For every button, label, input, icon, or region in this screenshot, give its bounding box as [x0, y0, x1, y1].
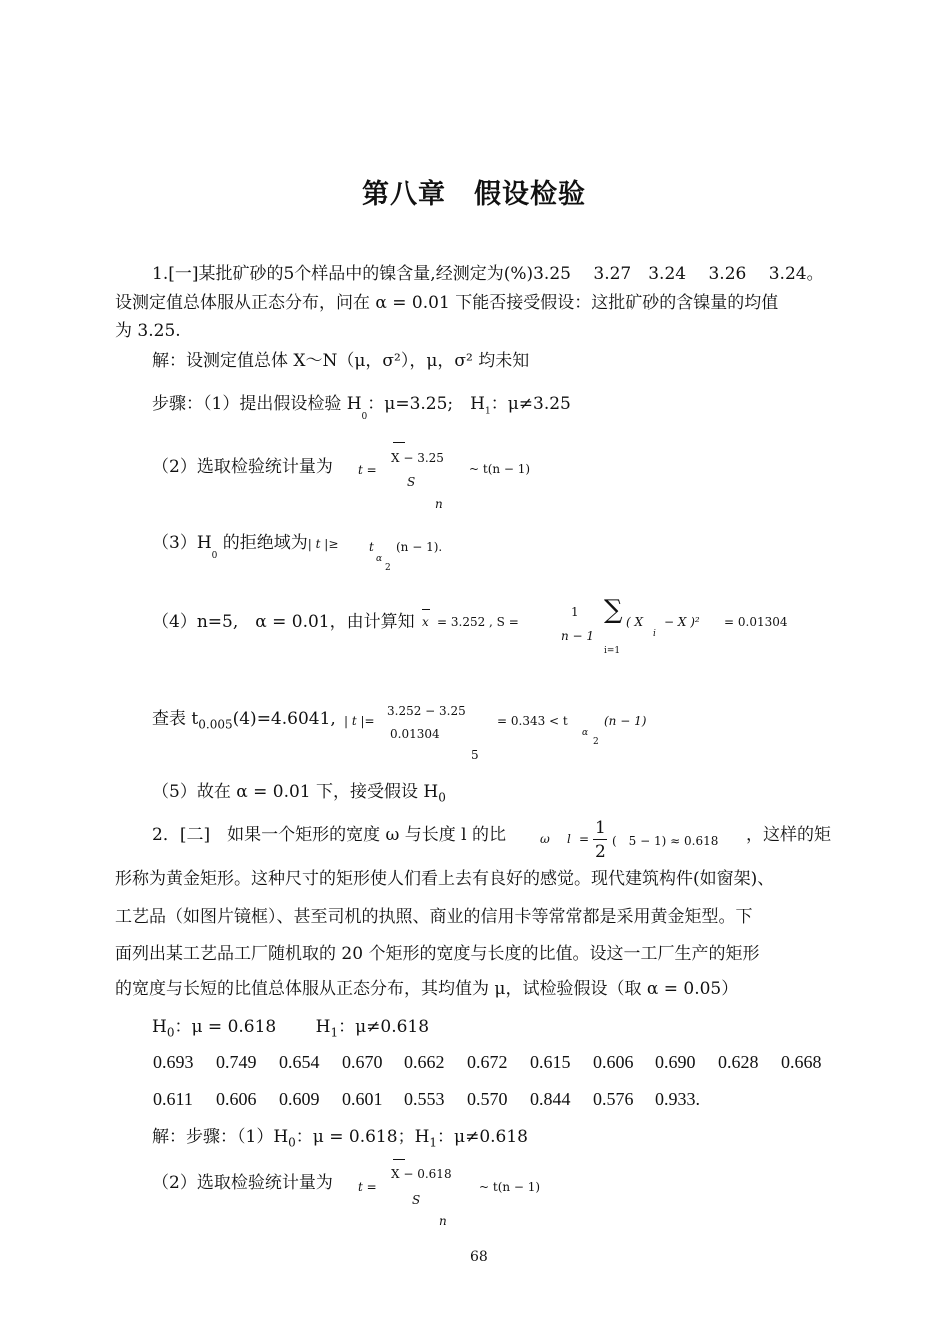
p1-step4-xbar: x — [422, 615, 429, 629]
p2-hyp-a: H — [152, 1017, 167, 1037]
p1-lookup-a: 查表 t — [152, 709, 199, 729]
p1-step4-nm1: n − 1 — [561, 629, 595, 643]
p1-lookup-result: = 0.343 < t — [497, 714, 568, 728]
p1-step4-i: i — [653, 629, 656, 639]
p1-step5 — [152, 781, 446, 808]
p2-sol-sub0: 0 — [288, 1135, 296, 1150]
p2-line5: 的宽度与长短的比值总体服从正态分布，其均值为 μ，试检验假设（取 α = 0.05） — [115, 979, 739, 999]
p1-step3-t: t — [369, 540, 374, 554]
data-value: 0.672 — [467, 1052, 508, 1072]
data-value: 0.628 — [718, 1052, 759, 1072]
data-value: 0.601 — [342, 1089, 383, 1109]
p1-lookup-b: (4)=4.6041, — [232, 709, 336, 729]
p2-line1-half-bar — [593, 839, 607, 840]
p1-step2-denominator: S — [407, 475, 416, 489]
p1-step3 — [152, 532, 338, 561]
chapter-title: 第八章 假设检验 — [362, 179, 586, 210]
p1-step1-sub0: 0 — [361, 412, 368, 423]
data-value: 0.615 — [530, 1052, 571, 1072]
p1-step5-sub: 0 — [438, 790, 446, 805]
p2-step2-t: t = — [358, 1180, 377, 1194]
p1-step3-b: 的拒绝域为 — [217, 533, 308, 553]
p2-step2-n: n — [439, 1214, 447, 1228]
p1-step4-xbar-line — [422, 609, 430, 610]
p1-step4-result: = 0.01304 — [724, 615, 788, 629]
page-number: 68 — [470, 1249, 488, 1265]
data-value: 0.749 — [216, 1052, 257, 1072]
p1-lookup-sub: 0.005 — [198, 717, 233, 732]
p1-step4-term2: − X )² — [664, 615, 700, 629]
p1-lookup-numerator: 3.252 − 3.25 — [387, 704, 466, 718]
data-value: 0.662 — [404, 1052, 445, 1072]
p2-step2-numerator: X − 0.618 — [391, 1167, 452, 1181]
p2-line1-l: l — [567, 832, 571, 846]
p2-hypothesis — [152, 1016, 429, 1043]
p1-step4-a: （4）n=5, α = 0.01，由计算知 — [152, 612, 415, 632]
p1-step3-a: （3）H — [152, 533, 212, 553]
p1-step4-term: ( X — [626, 615, 644, 629]
p2-line1-a: 2．[二] 如果一个矩形的宽度 ω 与长度 l 的比 — [152, 825, 506, 845]
p1-line3: 为 3.25. — [115, 321, 181, 341]
p1-step4-one: 1 — [571, 605, 579, 619]
p2-line2: 形称为黄金矩形。这种尺寸的矩形使人们看上去有良好的感觉。现代建筑构件(如窗架)、 — [115, 869, 775, 889]
p1-step3-sub0: 0 — [211, 551, 218, 562]
p2-hyp-sub1: 1 — [330, 1025, 339, 1040]
p2-sol-b: ：μ = 0.618；H — [295, 1127, 430, 1147]
p1-step2-n: n — [435, 497, 443, 511]
data-value: 0.570 — [467, 1089, 508, 1109]
p2-hyp-sub0: 0 — [166, 1025, 175, 1040]
p1-step5-text: （5）故在 α = 0.01 下，接受假设 H — [152, 782, 439, 802]
p2-line1-half-num: 1 — [595, 818, 606, 838]
p2-hyp-c: ：μ≠0.618 — [338, 1017, 430, 1037]
p1-solution-intro: 解：设测定值总体 X～N（μ，σ²），μ，σ² 均未知 — [152, 351, 530, 371]
data-value: 0.844 — [530, 1089, 571, 1109]
p1-step4-i1: i=1 — [604, 646, 621, 656]
p1-line2: 设测定值总体服从正态分布，问在 α = 0.01 下能否接受假设：这批矿砂的含镍量的均值 — [115, 293, 779, 313]
data-value: 0.654 — [279, 1052, 320, 1072]
p1-lookup-abs: | t |= — [344, 714, 375, 728]
p1-step2-xbar-line — [393, 442, 405, 443]
p2-step2-denominator: S — [412, 1193, 421, 1207]
p2-step2-dist: ~ t(n − 1) — [479, 1180, 541, 1194]
p1-lookup — [152, 708, 336, 735]
data-value: 0.690 — [655, 1052, 696, 1072]
p1-step3-two: 2 — [385, 563, 391, 573]
p2-sol-c: ：μ≠0.618 — [437, 1127, 528, 1147]
p1-step2-t: t = — [358, 463, 377, 477]
data-value: 0.693 — [153, 1052, 194, 1072]
data-value: 0.933. — [655, 1089, 700, 1109]
p1-line1: 1.[一]某批矿砂的5个样品中的镍含量,经测定为(%)3.25 3.27 3.24 3.26 3.24。 — [152, 264, 824, 284]
p1-step2-dist: ~ t(n − 1) — [469, 462, 531, 476]
p1-step1-b: ：μ=3.25; H — [367, 394, 485, 414]
data-value: 0.611 — [153, 1089, 193, 1109]
p1-step1-sub1: 1 — [484, 406, 491, 417]
p1-step2-label: （2）选取检验统计量为 — [152, 457, 333, 477]
p1-step3-abs: | t |≥ — [307, 537, 339, 551]
p2-sol-a: 解：步骤：（1）H — [152, 1127, 289, 1147]
p1-step3-df: (n − 1). — [396, 540, 443, 554]
p1-step2-numerator: X − 3.25 — [391, 451, 444, 465]
p2-line3: 工艺品（如图片镜框）、甚至司机的执照、商业的信用卡等常常都是采用黄金矩型。下 — [115, 907, 753, 927]
p2-line1-omega: ω — [540, 832, 550, 846]
p2-line4: 面列出某工艺品工厂随机取的 20 个矩形的宽度与长度的比值。设这一工厂生产的矩形 — [115, 944, 760, 964]
data-value: 0.609 — [279, 1089, 320, 1109]
p2-hyp-b: ：μ = 0.618 H — [174, 1017, 331, 1037]
p1-step4-values: = 3.252 , S = — [437, 615, 519, 629]
data-value: 0.670 — [342, 1052, 383, 1072]
p1-step3-alpha: α — [376, 554, 383, 564]
data-value: 0.606 — [216, 1089, 257, 1109]
p1-step4-sigma: ∑ — [604, 595, 623, 625]
p2-step2-label: （2）选取检验统计量为 — [152, 1173, 333, 1193]
p1-step1-c: ：μ≠3.25 — [490, 394, 571, 414]
data-value: 0.668 — [781, 1052, 822, 1072]
p1-lookup-five: 5 — [471, 748, 479, 762]
p2-step2-xbar-line — [393, 1159, 405, 1160]
p1-lookup-df: (n − 1) — [604, 714, 647, 728]
p2-solution — [152, 1126, 528, 1153]
p2-line1-expr: ( 5 − 1) ≈ 0.618 — [612, 834, 719, 848]
p1-lookup-denominator: 0.01304 — [390, 727, 440, 741]
p1-step1 — [152, 393, 571, 422]
p2-line1-eq: = — [579, 832, 590, 846]
data-value: 0.606 — [593, 1052, 634, 1072]
data-value: 0.576 — [593, 1089, 634, 1109]
data-value: 0.553 — [404, 1089, 445, 1109]
p1-lookup-alpha: α — [582, 728, 589, 738]
p1-lookup-two: 2 — [593, 737, 599, 747]
p2-line1-half-den: 2 — [595, 842, 606, 862]
p1-step1-a: 步骤：（1）提出假设检验 H — [152, 394, 362, 414]
p2-line1-b: ，这样的矩 — [746, 825, 831, 845]
p2-sol-sub1: 1 — [429, 1135, 438, 1150]
